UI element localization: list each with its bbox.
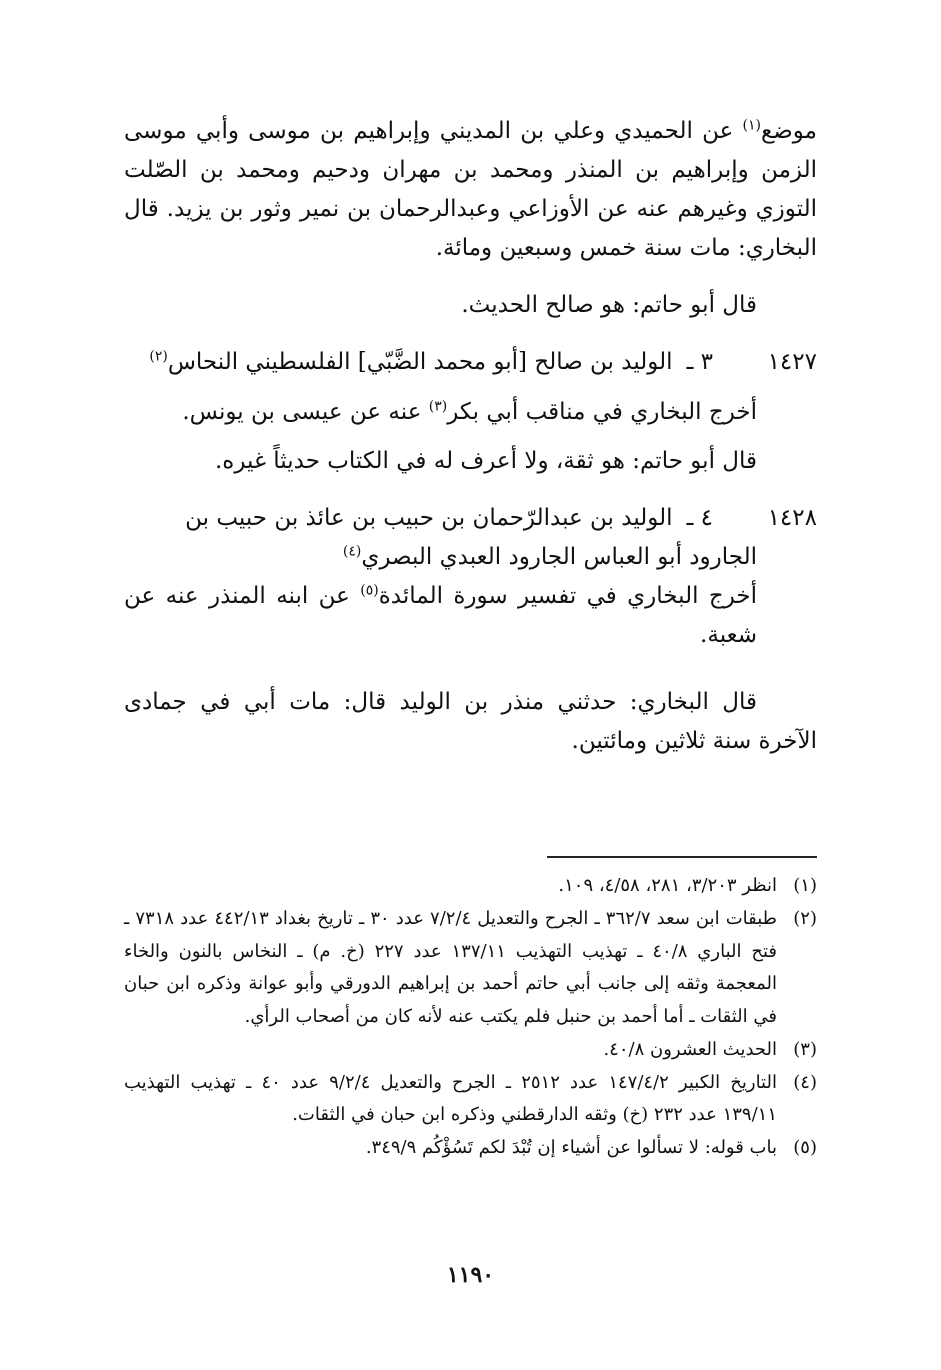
footnote-number: (٢) xyxy=(793,907,817,929)
entry-heading xyxy=(124,499,817,538)
footnote-ref-1: (١) xyxy=(742,117,762,134)
entry-line-rest: عنه عن عيسى بن يونس. xyxy=(182,398,429,425)
entry-line-rest: عن ابنه المنذر عنه عن شعبة. xyxy=(124,582,757,649)
entry-sequence: ٤ ـ xyxy=(686,504,713,531)
entry-line: قال البخاري: حدثني منذر بن الوليد قال: مات أبي في جمادى الآخرة سنة ثلاثين ومائتين. xyxy=(124,689,817,755)
entry-sequence: ٣ ـ xyxy=(686,349,713,376)
paragraph-abu-hatim: قال أبو حاتم: هو صالح الحديث. xyxy=(461,292,757,319)
footnote-text: باب قوله: لا تسألوا عن أشياء إن تُبْدَ لكم تَسُؤْكُم ٣٤٩/٩. xyxy=(365,1137,777,1158)
footnote-1 xyxy=(124,870,817,903)
footnote-text: طبقات ابن سعد ٣٦٢/٧ ـ الجرح والتعديل ٧/٢/٤ عدد ٣٠ ـ تاريخ بغداد ٤٤٢/١٣ عدد ٧٣١٨ ـ فتح الباري ٤٠/٨ ـ تهذيب التهذيب ١٣٧/١١ عدد ٢٢٧ (خ. م) ـ النخاس بالنون والخاء المعجمة وثقه إلى جانب أبي حاتم أحمد بن إبراهيم الدورقي وأبو عوانة وذكره ابن حبان في الثقات ـ أما أحمد بن حنبل فلم يكتب عنه لأنه كان من أصحاب الرأي. xyxy=(124,907,777,1027)
footnote-3 xyxy=(124,1034,817,1067)
paragraph-text: موضع xyxy=(761,118,817,144)
entry-line xyxy=(124,393,817,432)
footnotes xyxy=(124,870,817,1165)
entry-line xyxy=(124,577,817,655)
footnote-divider xyxy=(547,856,817,858)
entry-number: ١٤٢٧ xyxy=(767,349,817,376)
footnote-ref-3: (٣) xyxy=(428,397,448,414)
footnote-4 xyxy=(124,1067,817,1133)
footnote-number: (٤) xyxy=(793,1071,817,1093)
page-number: ١١٩٠ xyxy=(446,1262,495,1288)
footnote-number: (٥) xyxy=(793,1137,817,1158)
main-text xyxy=(124,112,817,761)
entry-heading xyxy=(124,343,817,382)
entry-line-text: أخرج البخاري في تفسير سورة المائدة xyxy=(378,582,757,609)
footnote-5 xyxy=(124,1132,817,1165)
footnote-text: الحديث العشرون ٤٠/٨. xyxy=(603,1038,777,1060)
footnote-ref-2: (٢) xyxy=(149,348,168,365)
footnote-number: (٣) xyxy=(793,1038,817,1060)
entry-1427 xyxy=(124,343,817,480)
footnote-text: انظر ٣/٢٠٣، ٢٨١، ٤/٥٨، ١٠٩. xyxy=(558,875,777,896)
entry-line: قال أبو حاتم: هو ثقة، ولا أعرف له في الكتاب حديثاً غيره. xyxy=(214,447,757,474)
footnote-ref-5: (٥) xyxy=(360,582,379,599)
footnote-number: (١) xyxy=(793,875,817,896)
entry-number: ١٤٢٨ xyxy=(767,504,817,531)
entry-1428 xyxy=(124,499,817,762)
entry-line-text: أخرج البخاري في مناقب أبي بكر xyxy=(447,398,757,425)
entry-title-continued: الجارود أبو العباس الجارود العبدي البصري xyxy=(361,543,757,570)
paragraph-biography-end xyxy=(124,112,817,268)
paragraph-text-rest: عن الحميدي وعلي بن المديني وإبراهيم بن موسى وأبي موسى الزمن وإبراهيم بن المنذر ومحمد بن مهران ودحيم ومحمد بن الصّلت التوزي وغيرهم عنه عن الأوزاعي وعبدالرحمان بن نمير وثور بن يزيد. قال البخاري: مات سنة خمس وسبعين ومائة. xyxy=(124,118,817,262)
entry-title: الوليد بن عبدالرّحمان بن حبيب بن عائذ بن حبيب بن xyxy=(185,504,673,531)
footnote-2 xyxy=(124,903,817,1034)
entry-title: الوليد بن صالح [أبو محمد الضَّبّي] الفلسطيني النحاس xyxy=(167,349,673,376)
footnote-ref-4: (٤) xyxy=(342,543,362,560)
entry-heading-continued xyxy=(124,538,817,577)
footnote-text: التاريخ الكبير ١٤٧/٤/٢ عدد ٢٥١٢ ـ الجرح والتعديل ٩/٢/٤ عدد ٤٠ ـ تهذيب التهذيب ١٣٩/١١ عدد ٢٣٢ (خ) وثقه الدارقطني وذكره ابن حبان في الثقات. xyxy=(124,1071,777,1126)
